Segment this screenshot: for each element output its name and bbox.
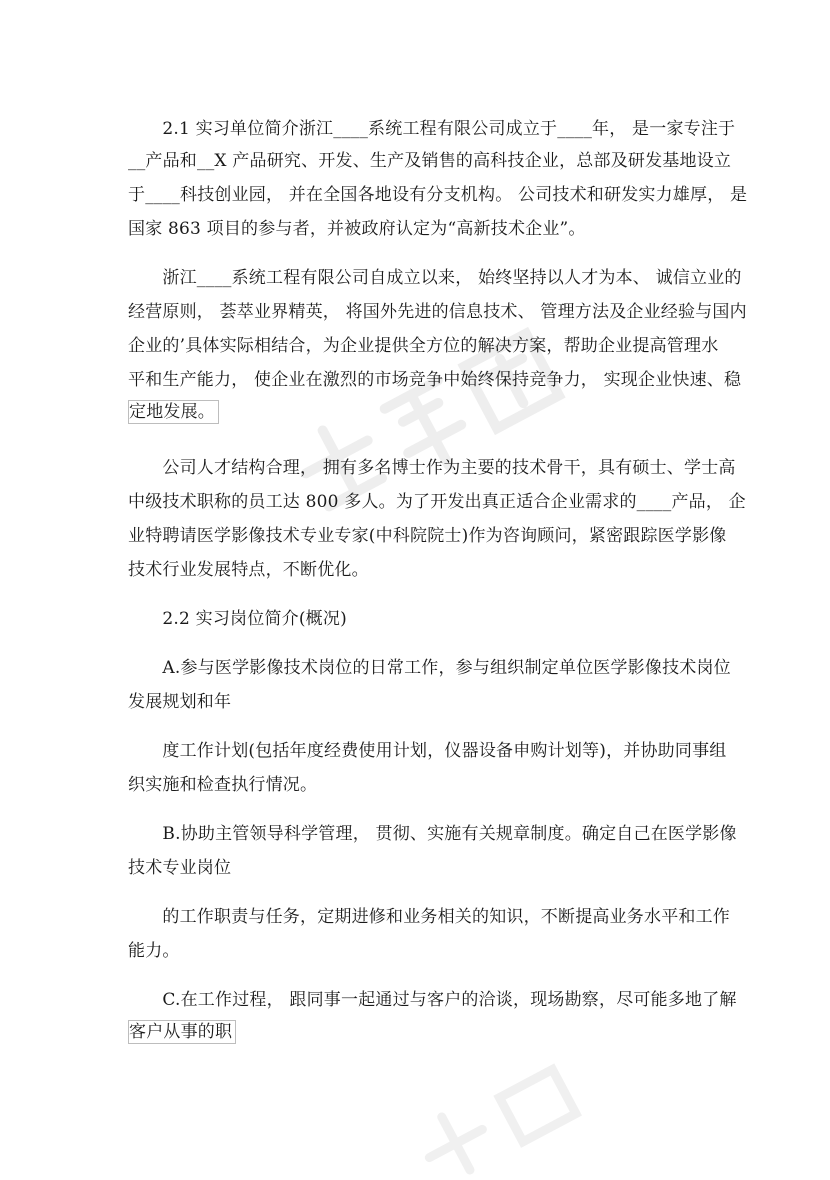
paragraph-3-line: 技术行业发展特点，不断优化。 xyxy=(128,560,369,580)
paragraph-1-line: 于____科技创业园， 并在全国各地设有分支机构。 公司技术和研发实力雄厚， 是 xyxy=(128,185,748,205)
paragraph-1-line: 国家 863 项目的参与者，并被政府认定为“高新技术企业”。 xyxy=(128,219,586,239)
paragraph-3-line: 公司人才结构合理， 拥有多名博士作为主要的技术骨干，具有硕士、学士高 xyxy=(128,458,736,478)
item-a-line: 发展规划和年 xyxy=(128,692,232,712)
watermark-icon xyxy=(400,1060,600,1180)
item-b-line: 技术专业岗位 xyxy=(128,858,232,878)
selected-text-box: 客户从事的职 xyxy=(128,1020,236,1044)
item-a-continued-line: 织实施和检查执行情况。 xyxy=(128,775,318,795)
item-a-line: A.参与医学影像技术岗位的日常工作，参与组织制定单位医学影像技术岗位 xyxy=(128,658,731,678)
paragraph-2-line: 平和生产能力， 使企业在激烈的市场竞争中始终保持竞争力， 实现企业快速、稳 xyxy=(128,370,742,390)
selected-text-box: 定地发展。 xyxy=(128,400,219,424)
section-heading: 2.2 实习岗位简介(概况) xyxy=(128,609,347,629)
paragraph-2-line: 浙江____系统工程有限公司自成立以来， 始终坚持以人才为本、 诚信立业的 xyxy=(128,268,742,288)
item-b-continued-line: 的工作职责与任务，定期进修和业务相关的知识，不断提高业务水平和工作 xyxy=(128,907,730,927)
paragraph-3-line: 业特聘请医学影像技术专业专家(中科院院士)作为咨询顾问，紧密跟踪医学影像 xyxy=(128,526,727,546)
paragraph-2-line xyxy=(128,400,219,424)
paragraph-2-line: 企业的’具体实际相结合，为企业提供全方位的解决方案，帮助企业提高管理水 xyxy=(128,336,719,356)
item-b-continued-line: 能力。 xyxy=(128,941,180,961)
paragraph-1-line: 2.1 实习单位简介浙江____系统工程有限公司成立于____年， 是一家专注于 xyxy=(128,119,736,139)
item-c-line xyxy=(128,1020,236,1044)
item-c-line: C.在工作过程， 跟同事一起通过与客户的洽谈，现场勘察，尽可能多地了解 xyxy=(128,990,737,1010)
paragraph-1-line: __产品和__X 产品研究、开发、生产及销售的高科技企业，总部及研发基地设立 xyxy=(128,151,732,171)
paragraph-3-line: 中级技术职称的员工达 800 多人。为了开发出真正适合企业需求的____产品， 企 xyxy=(128,492,746,512)
item-b-line: B.协助主管领导科学管理， 贯彻、实施有关规章制度。确定自己在医学影像 xyxy=(128,824,737,844)
item-a-continued-line: 度工作计划(包括年度经费使用计划，仪器设备申购计划等)，并协助同事组 xyxy=(128,741,727,761)
paragraph-2-line: 经营原则， 荟萃业界精英， 将国外先进的信息技术、 管理方法及企业经验与国内 xyxy=(128,302,747,322)
